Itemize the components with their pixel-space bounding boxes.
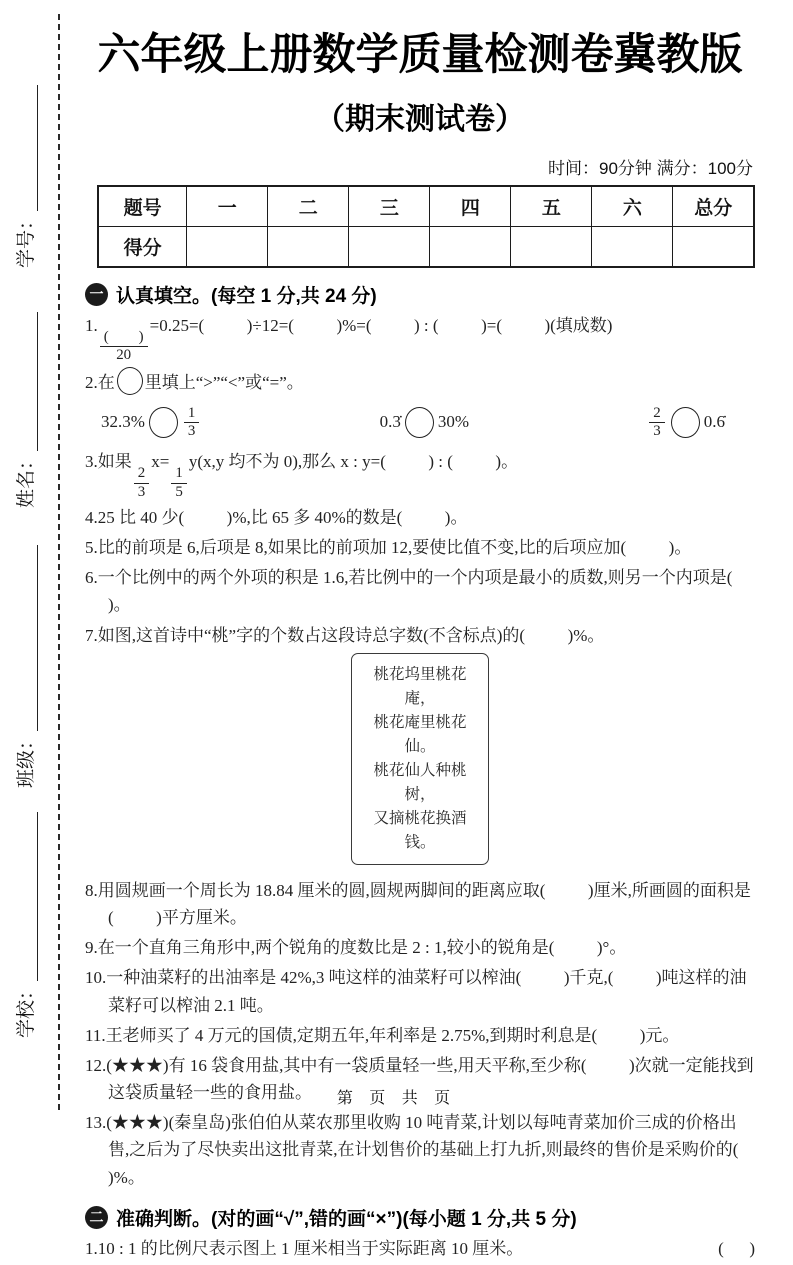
section-1-badge-icon: 一 (85, 283, 108, 306)
paper-content (85, 0, 781, 1265)
fraction (134, 465, 149, 500)
fraction (171, 465, 186, 500)
question-1 (85, 312, 755, 365)
section2-question-1-text: 1.10 : 1 的比例尺表示图上 1 厘米相当于实际距离 10 厘米。 (85, 1238, 524, 1258)
question-13: 13.(★★★)(秦皇岛)张伯伯从菜农那里收购 10 吨青菜,计划以每吨青菜加价三成的价格出售,之后为了尽快卖出这批青菜,在计划售价的基础上打九折,则最终的售价是采购价的( )%。 (85, 1113, 781, 1187)
question-9: 9.在一个直角三角形中,两个锐角的度数比是 2 : 1,较小的锐角是( )°。 (85, 938, 627, 958)
student-number-field (13, 85, 38, 268)
comparison-right: 0.6̇ (703, 412, 725, 432)
question-2-comparisons (101, 405, 725, 440)
question-5: 5.比的前项是 6,后项是 8,如果比的前项加 12,要使比值不变,比的后项应加( )。 (85, 538, 692, 558)
exam-meta: 时间：90分钟 满分：100分 (548, 158, 753, 178)
section-2-title: 准确判断。(对的画“√”,错的画“×”)(每小题 1 分,共 5 分) (116, 1208, 577, 1230)
score-cell (430, 226, 511, 267)
section-2-header (85, 1204, 755, 1231)
question-3-text-pre: 如果 (97, 452, 132, 471)
student-number-label: 学号： (16, 210, 37, 268)
comparison-left: 0.3̇ (379, 412, 401, 432)
question-3 (85, 448, 755, 501)
student-name-write-line (12, 312, 38, 451)
score-table-header-cell: 总分 (673, 186, 754, 227)
score-table-score-row (98, 226, 754, 267)
comparison-item (380, 407, 469, 438)
student-name-field (13, 312, 38, 508)
question-3-number: 3. (85, 452, 98, 471)
fraction (100, 329, 148, 364)
section2-question-1 (85, 1235, 755, 1262)
fraction-denominator: 20 (116, 347, 132, 364)
poem-box (351, 653, 489, 865)
poem-line: 桃花仙人种桃树， (373, 761, 467, 803)
question-3-text-mid: x= (151, 452, 170, 471)
poem-line: 桃花庵里桃花仙。 (373, 713, 467, 755)
score-cell (187, 226, 268, 267)
page-title: 六年级上册数学质量检测卷冀教版 (97, 31, 743, 79)
question-2-text-post: 里填上“>”“<”或“=”。 (144, 373, 304, 393)
score-table (97, 185, 755, 268)
score-cell (349, 226, 430, 267)
question-12: 12.(★★★)有 16 袋食用盐,其中有一袋质量轻一些,用天平称,至少称( )次就一定能找到这袋质量轻一些的食用盐。 (85, 1055, 754, 1103)
question-2-number: 2. (85, 373, 98, 393)
fraction (649, 405, 664, 440)
binding-dashed-line (58, 14, 60, 1110)
page-subtitle: （期末测试卷） (315, 102, 525, 136)
score-table-header-cell: 一 (187, 186, 268, 227)
question-4: 4.25 比 40 少( )%,比 65 多 40%的数是( )。 (85, 507, 468, 527)
poem-line: 又摘桃花换酒钱。 (373, 809, 467, 851)
fraction-numerator: 2 (649, 405, 664, 423)
question-1-number: 1. (85, 315, 98, 335)
student-name-label: 姓名： (16, 450, 37, 508)
score-table-header-row (98, 186, 754, 227)
section-1-header (85, 281, 755, 308)
fraction-numerator: 2 (134, 465, 149, 483)
fraction-denominator: 3 (137, 483, 146, 500)
comparison-item (101, 405, 201, 440)
fraction (184, 405, 199, 440)
footer-page-label: 第 页 共 页 (336, 1090, 457, 1107)
score-cell (592, 226, 673, 267)
fraction-numerator: ( ) (100, 329, 148, 347)
poem-line: 桃花坞里桃花庵， (373, 665, 467, 707)
question-1-text: =0.25=( )÷12=( )%=( ) : ( )=( )(填成数) (149, 315, 613, 335)
comparison-circle-icon (149, 407, 178, 438)
comparison-left: 32.3% (101, 412, 145, 432)
question-2-text-pre: 在 (97, 373, 115, 393)
comparison-circle-icon (405, 407, 434, 438)
school-field (13, 812, 38, 1038)
comparison-right: 30% (437, 412, 470, 432)
class-field (13, 545, 38, 788)
section2-question-1-answer-blank: ( ) (718, 1238, 755, 1258)
school-write-line (12, 812, 38, 981)
score-cell (673, 226, 754, 267)
score-cell (268, 226, 349, 267)
score-table-header-cell: 六 (592, 186, 673, 227)
score-table-header-cell: 四 (430, 186, 511, 227)
comparison-item (647, 405, 725, 440)
question-10: 10.一种油菜籽的出油率是 42%,3 吨这样的油菜籽可以榨油( )千克,( )吨这样的油菜籽可以榨油 2.1 吨。 (85, 968, 747, 1015)
fraction-numerator: 1 (171, 465, 186, 483)
score-table-header-cell: 二 (268, 186, 349, 227)
score-table-header-cell: 三 (349, 186, 430, 227)
score-table-header-cell: 五 (511, 186, 592, 227)
question-8: 8.用圆规画一个周长为 18.84 厘米的圆,圆规两脚间的距离应取( )厘米,所画圆的面积是( )平方厘米。 (85, 880, 751, 927)
student-number-write-line (12, 85, 38, 211)
score-cell (511, 226, 592, 267)
score-table-header-cell: 题号 (98, 186, 187, 227)
section-1-title: 认真填空。(每空 1 分,共 24 分) (116, 285, 377, 307)
school-label: 学校： (16, 980, 37, 1038)
fraction-denominator: 3 (187, 422, 196, 439)
comparison-circle-icon (117, 367, 143, 395)
question-3-text: y(x,y 均不为 0),那么 x : y=( ) : ( )。 (188, 452, 519, 471)
question-6: 6.一个比例中的两个外项的积是 1.6,若比例中的一个内项是最小的质数,则另一个内项是( )。 (85, 568, 775, 615)
score-row-label: 得分 (98, 226, 187, 267)
class-write-line (12, 545, 38, 731)
class-label: 班级： (16, 730, 37, 788)
section-2-badge-icon: 二 (85, 1206, 108, 1229)
comparison-circle-icon (671, 407, 700, 438)
fraction-numerator: 1 (184, 405, 199, 423)
question-7: 7.如图,这首诗中“桃”字的个数占这段诗总字数(不含标点)的( )%。 (85, 625, 605, 645)
question-2 (85, 367, 755, 396)
fraction-denominator: 5 (175, 483, 183, 500)
question-11: 11.王老师买了 4 万元的国债,定期五年,年利率是 2.75%,到期时利息是( )元。 (85, 1025, 680, 1045)
fraction-denominator: 3 (653, 422, 661, 439)
